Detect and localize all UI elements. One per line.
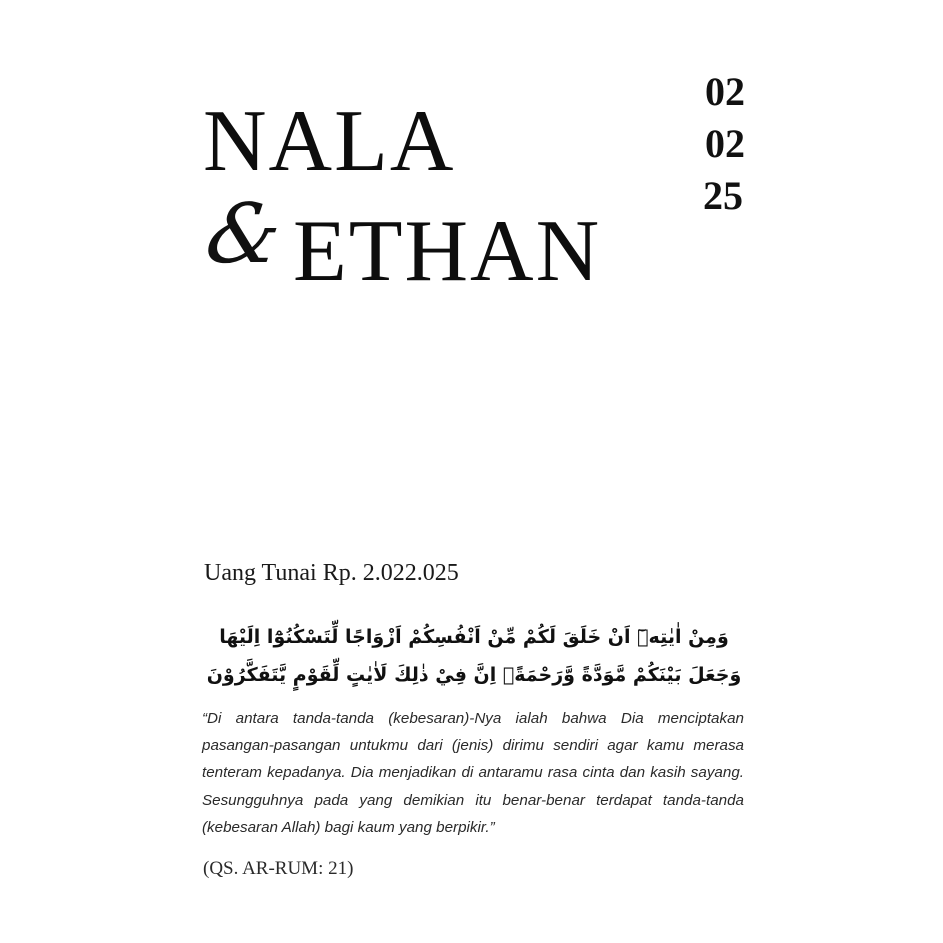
quran-verse-arabic: وَمِنْ اٰيٰتِهٖٓ اَنْ خَلَقَ لَكُمْ مِّنْ اَنْفُسِكُمْ اَزْوَاجًا لِّتَسْكُنُوْٓا اِلَيْهَا وَجَعَلَ بَيْنَكُمْ مَّوَدَّةً وَّرَحْمَةًۗ اِنَّ فِيْ ذٰلِكَ لَاٰيٰتٍ لِّقَوْمٍ يَّتَفَكَّرُوْنَ bbox=[206, 626, 742, 686]
ampersand-ornament: & bbox=[200, 187, 287, 282]
date-year: 25 bbox=[703, 173, 743, 218]
cash-gift-amount: Uang Tunai Rp. 2.022.025 bbox=[204, 560, 459, 586]
wedding-date bbox=[703, 66, 745, 222]
verse-reference: (QS. AR-RUM: 21) bbox=[203, 858, 354, 879]
verse-translation: “Di antara tanda-tanda (kebesaran)-Nya ialah bahwa Dia menciptakan pasangan-pasangan untukmu dari (jenis) dirimu sendiri agar kamu merasa tenteram kepadanya. Dia menjadikan di antaramu rasa cinta dan kasih sayang. Sesungguhnya pada yang demikian itu benar-benar terdapat tanda-tanda (kebesaran Allah) bagi kaum yang berpikir.” bbox=[202, 710, 744, 836]
groom-name: ETHAN bbox=[293, 203, 602, 300]
date-month: 02 bbox=[705, 121, 745, 166]
date-day: 02 bbox=[705, 69, 745, 114]
bride-name: NALA bbox=[203, 93, 456, 190]
